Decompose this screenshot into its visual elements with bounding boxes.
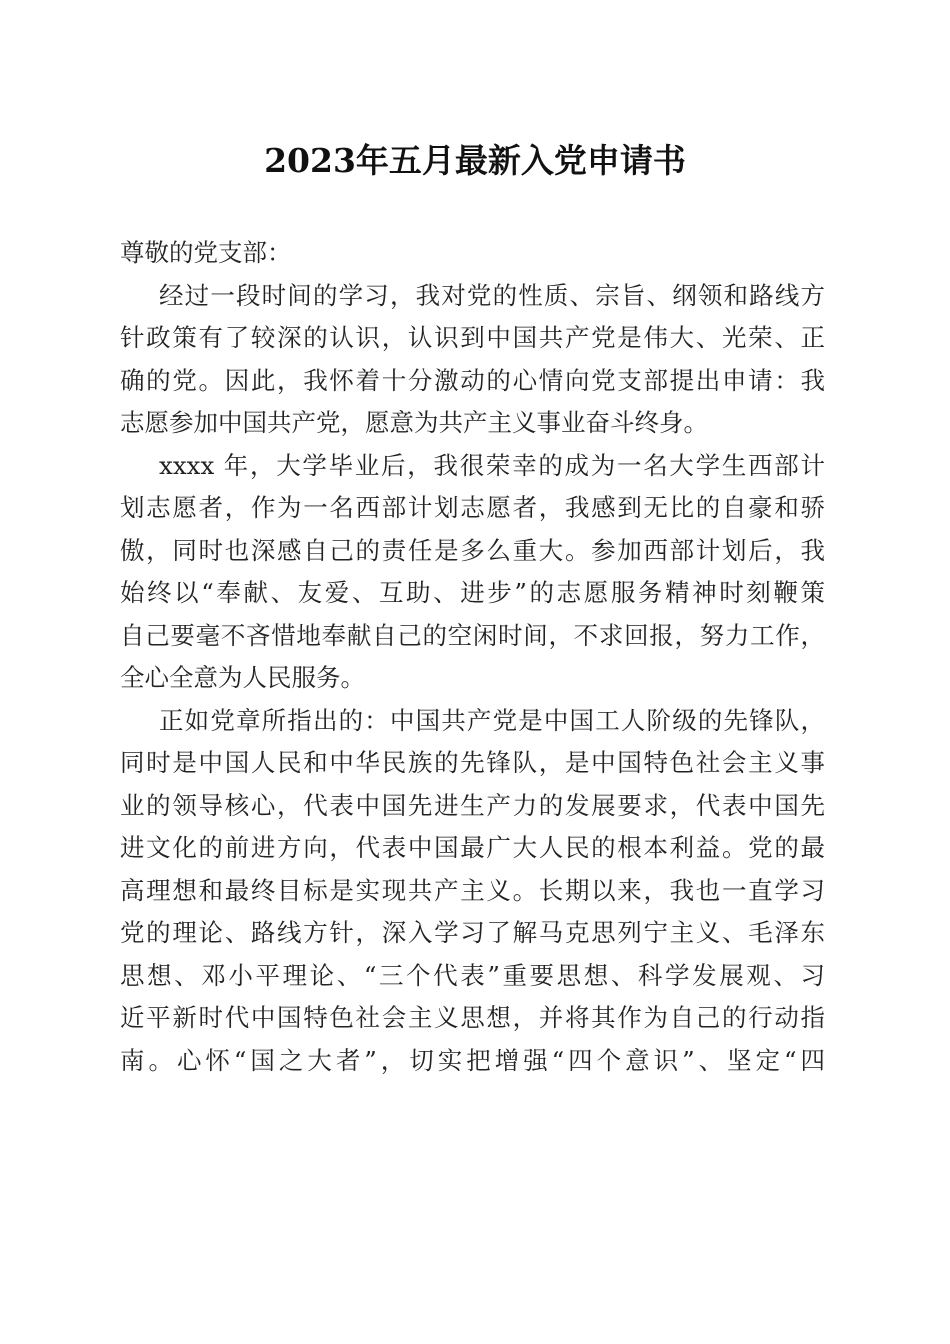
salutation: 尊敬的党支部： (120, 238, 292, 267)
paragraph-line: 南。心怀“国之大者”，切实把增强“四个意识”、坚定“四 (120, 1045, 825, 1075)
paragraph-line: 自己要毫不吝惜地奉献自己的空闲时间，不求回报，努力工作， (120, 620, 825, 650)
paragraph-line: 志愿参加中国共产党，愿意为共产主义事业奋斗终身。 (120, 408, 708, 437)
paragraph-line: xxxx 年，大学毕业后，我很荣幸的成为一名大学生西部计 (159, 450, 825, 480)
paragraph-line: 始终以“奉献、友爱、互助、进步”的志愿服务精神时刻鞭策 (120, 578, 825, 607)
paragraph-line: 全心全意为人民服务。 (120, 663, 365, 692)
paragraph-line: 党的理论、路线方针，深入学习了解马克思列宁主义、毛泽东 (120, 918, 825, 947)
paragraph-line: 确的党。因此，我怀着十分激动的心情向党支部提出申请：我 (120, 365, 825, 395)
paragraph-line: 业的领导核心，代表中国先进生产力的发展要求，代表中国先 (120, 790, 825, 820)
paragraph-line: 针政策有了较深的认识，认识到中国共产党是伟大、光荣、正 (120, 323, 825, 352)
paragraph-2 (120, 445, 825, 700)
paragraph-line: 傲，同时也深感自己的责任是多么重大。参加西部计划后，我 (120, 535, 825, 565)
paragraph-line: 同时是中国人民和中华民族的先锋队，是中国特色社会主义事 (120, 748, 825, 777)
paragraph-line: 思想、邓小平理论、“三个代表”重要思想、科学发展观、习 (120, 960, 825, 990)
paragraph-1 (120, 275, 825, 445)
document-body (120, 232, 825, 1082)
paragraph-line: 高理想和最终目标是实现共产主义。长期以来，我也一直学习 (120, 875, 825, 905)
paragraph-line: 近平新时代中国特色社会主义思想，并将其作为自己的行动指 (120, 1003, 825, 1032)
document-title: 2023年五月最新入党申请书 (264, 141, 686, 180)
paragraph-line: 进文化的前进方向，代表中国最广大人民的根本利益。党的最 (120, 833, 825, 862)
paragraph-3 (120, 700, 825, 1083)
paragraph-line: 经过一段时间的学习，我对党的性质、宗旨、纲领和路线方 (159, 280, 825, 310)
paragraph-line: 划志愿者，作为一名西部计划志愿者，我感到无比的自豪和骄 (120, 493, 825, 522)
paragraph-line: 正如党章所指出的：中国共产党是中国工人阶级的先锋队， (159, 705, 825, 735)
